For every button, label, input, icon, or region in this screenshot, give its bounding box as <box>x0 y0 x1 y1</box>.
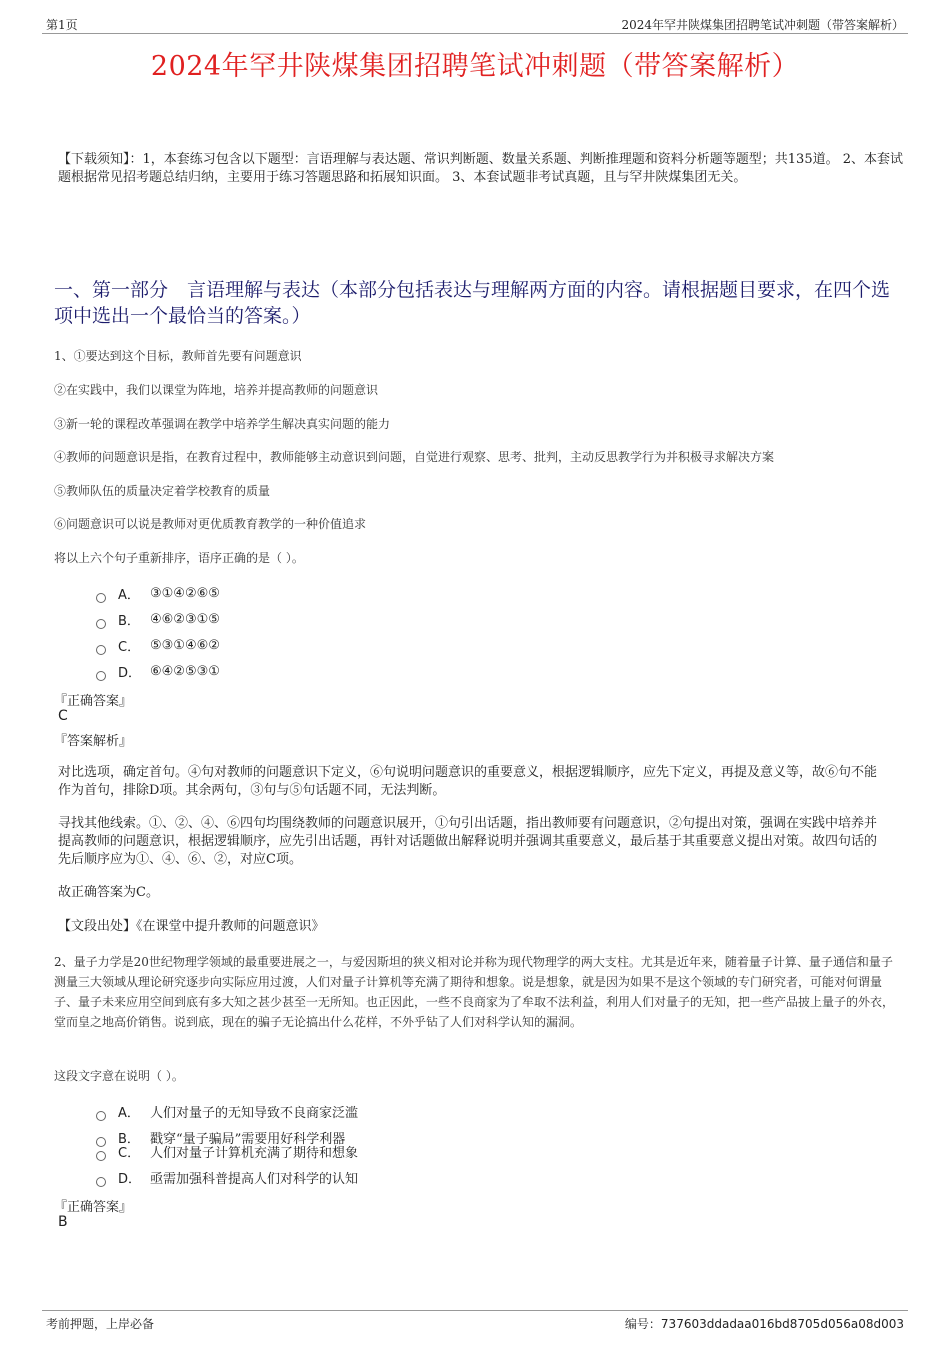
header-rule <box>42 33 908 34</box>
q2-answer-label: 『正确答案』 <box>54 1200 133 1215</box>
q1-line-4: ④教师的问题意识是指，在教育过程中，教师能够主动意识到问题，自觉进行观察、思考、批判，主动反思教学行为并积极寻求解决方案 <box>54 450 775 464</box>
q2-option-b[interactable]: B． 戳穿“量子骗局”需要用好科学利器 <box>96 1128 345 1147</box>
q1-answer: C <box>58 708 68 724</box>
q1-line-3: ③新一轮的课程改革强调在教学中培养学生解决真实问题的能力 <box>54 417 391 431</box>
footer-slogan: 考前押题，上岸必备 <box>46 1317 155 1331</box>
q2-option-d[interactable]: D． 亟需加强科普提高人们对科学的认知 <box>96 1168 358 1187</box>
q1-analysis-label: 『答案解析』 <box>54 734 133 749</box>
q1-line-2: ②在实践中，我们以课堂为阵地，培养并提高教师的问题意识 <box>54 383 379 397</box>
section-heading: 一、第一部分 言语理解与表达（本部分包括表达与理解两方面的内容。请根据题目要求，在四个选项中选出一个最恰当的答案。） <box>54 279 891 327</box>
q2-option-a[interactable]: A． 人们对量子的无知导致不良商家泛滥 <box>96 1102 358 1121</box>
footer-rule <box>42 1310 908 1311</box>
q2-question: 这段文字意在说明（ ）。 <box>54 1069 184 1083</box>
header-doc-title: 2024年罕井陕煤集团招聘笔试冲刺题（带答案解析） <box>621 18 904 32</box>
q1-option-c[interactable]: C． ⑤③①④⑥② <box>96 636 220 655</box>
radio-icon[interactable] <box>96 593 106 603</box>
footer-code-value: 737603ddadaa016bd8705d056a08d003 <box>660 1317 904 1331</box>
radio-icon[interactable] <box>96 1177 106 1187</box>
radio-icon[interactable] <box>96 1151 106 1161</box>
q2-answer: B <box>58 1214 68 1230</box>
q1-line-6: ⑥问题意识可以说是教师对更优质教育教学的一种价值追求 <box>54 517 367 531</box>
q1-analysis-3: 故正确答案为C。 <box>58 885 159 900</box>
q1-question: 将以上六个句子重新排序，语序正确的是（ ）。 <box>54 551 304 565</box>
footer-code-label: 编号： <box>624 1317 661 1331</box>
q1-line-1: 1、①要达到这个目标，教师首先要有问题意识 <box>54 349 302 363</box>
q1-analysis-2: 寻找其他线索。①、②、④、⑥四句均围绕教师的问题意识展开，①句引出话题，指出教师要有问题意识，②句提出对策，强调在实践中培养并提高教师的问题意识，根据逻辑顺序，应先引出话题，再针对话题做出解释说明并强调其重要意义，最后基于其重要意义提出对策。故四句话的先后顺序应为①、④、⑥、②，对应C项。 <box>58 816 878 867</box>
q1-option-a[interactable]: A． ③①④②⑥⑤ <box>96 584 220 603</box>
q1-option-d[interactable]: D． ⑥④②⑤③① <box>96 662 220 681</box>
q1-analysis-1: 对比选项，确定首句。④句对教师的问题意识下定义，⑥句说明问题意识的重要意义，根据逻辑顺序，应先下定义，再提及意义等，故⑥句不能作为首句，排除D项。其余两句，③句与⑤句话题不同，无法判断。 <box>58 765 878 798</box>
q1-source: 【文段出处】《在课堂中提升教师的问题意识》 <box>58 919 325 934</box>
radio-icon[interactable] <box>96 1111 106 1121</box>
q2-option-c[interactable]: C． 人们对量子计算机充满了期待和想象 <box>96 1142 358 1161</box>
document-title: 2024年罕井陕煤集团招聘笔试冲刺题（带答案解析） <box>150 51 800 82</box>
download-notice: 【下载须知】：1，本套练习包含以下题型：言语理解与表达题、常识判断题、数量关系题、判断推理题和资料分析题等题型；共135道。 2、本套试题根据常见招考题总结归纳，主要用于练习答题思路和拓展知识面。 3、本套试题非考试真题，且与罕井陕煤集团无关。 <box>58 152 903 185</box>
q1-option-b[interactable]: B． ④⑥②③①⑤ <box>96 610 220 629</box>
radio-icon[interactable] <box>96 645 106 655</box>
q1-answer-label: 『正确答案』 <box>54 694 133 709</box>
page-number: 第1页 <box>46 18 78 32</box>
radio-icon[interactable] <box>96 671 106 681</box>
q1-line-5: ⑤教师队伍的质量决定着学校教育的质量 <box>54 484 271 498</box>
q2-passage: 2、量子力学是20世纪物理学领域的最重要进展之一，与爱因斯坦的狭义相对论并称为现代物理学的两大支柱。尤其是近年来，随着量子计算、量子通信和量子测量三大领域从理论研究逐步向实际应用过渡，人们对量子计算机等充满了期待和想象。说是想象，就是因为如果不是这个领域的专门研究者，可能对何谓量子、量子未来应用空间到底有多大知之甚少甚至一无所知。也正因此，一些不良商家为了牟取不法利益，利用人们对量子的无知，把一些产品披上量子的外衣，堂而皇之地高价销售。说到底，现在的骗子无论搞出什么花样，不外乎钻了人们对科学认知的漏洞。 <box>54 955 895 1029</box>
footer-code <box>625 1315 904 1332</box>
radio-icon[interactable] <box>96 619 106 629</box>
